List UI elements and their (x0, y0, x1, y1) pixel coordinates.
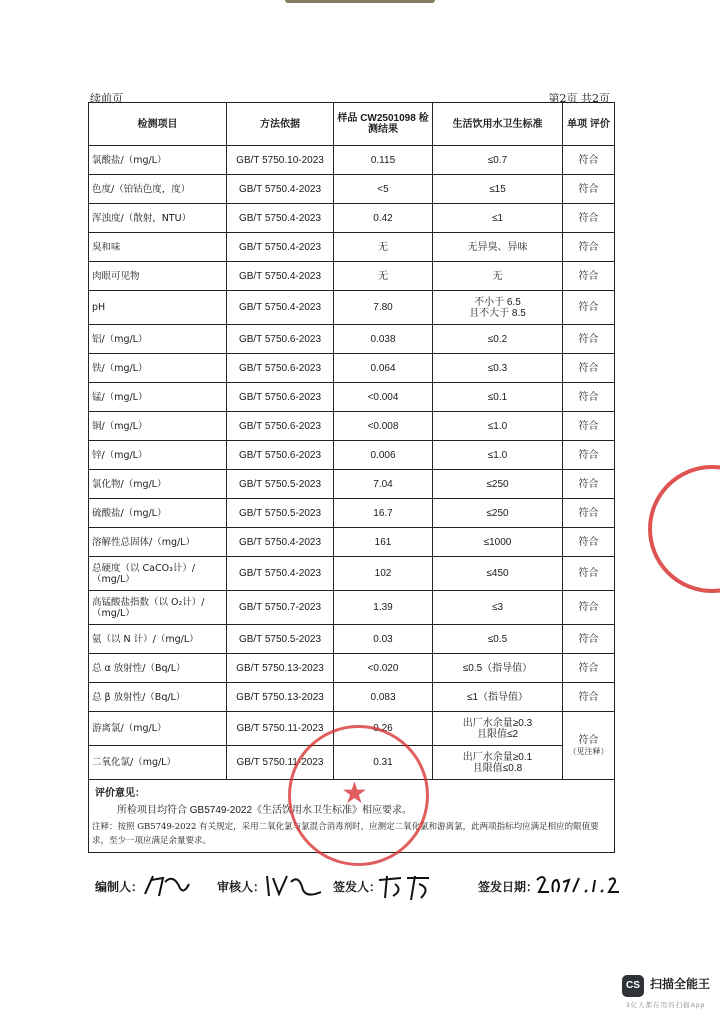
item-cell: 总 β 放射性/（Bq/L） (89, 683, 227, 712)
result-cell: 0.42 (334, 204, 433, 233)
method-cell: GB/T 5750.13-2023 (227, 654, 334, 683)
result-cell: 无 (334, 262, 433, 291)
table-row (89, 557, 615, 591)
eval-cell: 符合 (563, 204, 615, 233)
standard-cell (433, 354, 563, 383)
standard-line-1: ≤250 (486, 478, 509, 490)
reviewer-label: 审核人： (217, 880, 266, 894)
method-cell: GB/T 5750.4-2023 (227, 175, 334, 204)
standard-cell (433, 291, 563, 325)
standard-cell (433, 746, 563, 780)
continued-label: 续前页 (90, 92, 123, 105)
eval-cell: 符合 (563, 262, 615, 291)
standard-line-1: ≤1（指导值） (466, 691, 529, 703)
standard-line-1: 无异臭、异味 (467, 241, 528, 253)
item-cell: 锰/（mg/L） (89, 383, 227, 412)
issuer-signature (375, 872, 435, 907)
standard-line-1: ≤3 (491, 602, 504, 613)
standard-cell (433, 499, 563, 528)
table-row (89, 412, 615, 441)
result-cell: 16.7 (334, 499, 433, 528)
eval-cell: 符合 (563, 146, 615, 175)
eval-cell: 符合 (563, 233, 615, 262)
reviewer-signature (265, 872, 325, 905)
standard-line-1: ≤0.7 (487, 154, 508, 166)
table-row (89, 291, 615, 325)
edge-seal (648, 465, 720, 593)
standard-line-1: ≤0.2 (487, 333, 508, 345)
merged-eval-cell (563, 712, 615, 780)
col-header-standard: 生活饮用水卫生标准 (433, 103, 563, 146)
item-cell: 总 α 放射性/（Bq/L） (89, 654, 227, 683)
eval-cell: 符合 (563, 325, 615, 354)
table-row (89, 470, 615, 499)
method-cell: GB/T 5750.4-2023 (227, 528, 334, 557)
issue-date-label: 签发日期： (478, 880, 539, 894)
table-row (89, 683, 615, 712)
result-cell: 7.04 (334, 470, 433, 499)
page-number: 第2页 共2页 (548, 92, 610, 105)
standard-line-2: 且限值≤0.8 (472, 762, 523, 774)
issuer-label: 签发人： (333, 880, 382, 894)
col-header-result: 样品 CW2501098 检测结果 (334, 103, 433, 146)
result-cell: 7.80 (334, 291, 433, 325)
result-cell: 1.39 (334, 591, 433, 625)
standard-cell (433, 683, 563, 712)
eval-cell: 符合 (563, 557, 615, 591)
eval-cell: 符合 (563, 441, 615, 470)
col-header-eval: 单项 评价 (563, 103, 615, 146)
method-cell: GB/T 5750.13-2023 (227, 683, 334, 712)
standard-line-1: ≤0.3 (487, 362, 508, 374)
table-row (89, 528, 615, 557)
result-cell: <0.020 (334, 654, 433, 683)
method-cell: GB/T 5750.4-2023 (227, 262, 334, 291)
result-cell: 102 (334, 557, 433, 591)
standard-line-1: 出厂水余量≥0.1 (462, 751, 533, 763)
result-cell: 161 (334, 528, 433, 557)
method-cell: GB/T 5750.4-2023 (227, 204, 334, 233)
eval-cell: 符合 (563, 383, 615, 412)
eval-cell: 符合 (563, 470, 615, 499)
standard-cell (433, 412, 563, 441)
standard-line-1: ≤0.5（指导值） (462, 662, 533, 674)
item-cell: 臭和味 (89, 233, 227, 262)
item-cell: 锌/（mg/L） (89, 441, 227, 470)
method-cell: GB/T 5750.10-2023 (227, 146, 334, 175)
method-cell: GB/T 5750.5-2023 (227, 625, 334, 654)
standard-line-1: ≤250 (486, 507, 509, 519)
table-row (89, 499, 615, 528)
standard-cell (433, 712, 563, 746)
table-row (89, 175, 615, 204)
standard-line-1: ≤450 (486, 568, 509, 579)
col-header-method: 方法依据 (227, 103, 334, 146)
brand-subtitle: 3亿人都在用的扫描App (626, 1002, 706, 1009)
item-cell: 硫酸盐/（mg/L） (89, 499, 227, 528)
item-cell: 二氧化氯/（mg/L） (89, 746, 227, 780)
table-row (89, 262, 615, 291)
result-cell: <5 (334, 175, 433, 204)
method-cell: GB/T 5750.6-2023 (227, 325, 334, 354)
item-cell: 高锰酸盐指数（以 O₂计）/（mg/L） (89, 591, 227, 625)
standard-line-1: 出厂水余量≥0.3 (462, 717, 533, 729)
item-cell: 肉眼可见物 (89, 262, 227, 291)
merged-eval-note: （见注释） (568, 746, 609, 756)
eval-cell: 符合 (563, 591, 615, 625)
method-cell: GB/T 5750.4-2023 (227, 557, 334, 591)
result-cell: <0.008 (334, 412, 433, 441)
item-cell: 铁/（mg/L） (89, 354, 227, 383)
method-cell: GB/T 5750.6-2023 (227, 412, 334, 441)
result-cell: 0.31 (334, 746, 433, 780)
method-cell: GB/T 5750.6-2023 (227, 441, 334, 470)
evaluation-text: 所检项目均符合 GB5749-2022《生活饮用水卫生标准》相应要求。 (117, 805, 413, 816)
merged-eval: 符合 (578, 734, 599, 746)
item-cell: 氨（以 N 计）/（mg/L） (89, 625, 227, 654)
eval-cell: 符合 (563, 412, 615, 441)
method-cell: GB/T 5750.11-2023 (227, 746, 334, 780)
result-cell: 0.083 (334, 683, 433, 712)
standard-cell (433, 204, 563, 233)
item-cell: 氯化物/（mg/L） (89, 470, 227, 499)
eval-cell: 符合 (563, 291, 615, 325)
item-cell: pH (89, 291, 227, 325)
standard-line-1: ≤0.1 (487, 391, 508, 403)
table-row (89, 441, 615, 470)
footnote: 注释：按照 GB5749-2022 有关规定，采用二氧化氯与氯混合消毒剂时，应测定二氧化氯和游离氯，此两项指标均应满足相应的限值要求，至少一项应满足余量要求。 (92, 822, 599, 846)
standard-line-2: 且限值≤2 (476, 728, 519, 740)
item-cell: 浑浊度/（散射，NTU） (89, 204, 227, 233)
table-row (89, 146, 615, 175)
result-cell: 无 (334, 233, 433, 262)
standard-line-1: ≤1.0 (487, 449, 508, 461)
method-cell: GB/T 5750.5-2023 (227, 499, 334, 528)
result-cell: 0.038 (334, 325, 433, 354)
standard-cell (433, 654, 563, 683)
col-header-item: 检测项目 (89, 103, 227, 146)
item-cell: 色度/（铂钴色度，度） (89, 175, 227, 204)
standard-cell (433, 557, 563, 591)
method-cell: GB/T 5750.11-2023 (227, 712, 334, 746)
standard-cell (433, 625, 563, 654)
table-row (89, 625, 615, 654)
method-cell: GB/T 5750.6-2023 (227, 383, 334, 412)
result-cell: 0.26 (334, 712, 433, 746)
standard-cell (433, 591, 563, 625)
method-cell: GB/T 5750.7-2023 (227, 591, 334, 625)
standard-cell (433, 470, 563, 499)
standard-line-1: ≤0.5 (487, 633, 508, 645)
evaluation-label: 评价意见： (95, 788, 145, 799)
compiler-signature (143, 872, 193, 905)
result-cell: 0.006 (334, 441, 433, 470)
eval-cell: 符合 (563, 499, 615, 528)
method-cell: GB/T 5750.4-2023 (227, 233, 334, 262)
eval-cell: 符合 (563, 625, 615, 654)
standard-cell (433, 528, 563, 557)
item-cell: 氯酸盐/（mg/L） (89, 146, 227, 175)
item-cell: 铜/（mg/L） (89, 412, 227, 441)
item-cell: 游离氯/（mg/L） (89, 712, 227, 746)
result-cell: 0.115 (334, 146, 433, 175)
table-row (89, 591, 615, 625)
standard-line-1: 不小于 6.5 (474, 296, 521, 308)
standard-cell (433, 441, 563, 470)
standard-line-1: ≤1000 (483, 536, 512, 548)
table-header-row (89, 103, 615, 146)
cs-logo-icon: CS (622, 975, 644, 997)
standard-cell (433, 262, 563, 291)
top-edge-strip (285, 0, 435, 3)
item-cell: 铝/（mg/L） (89, 325, 227, 354)
standard-cell (433, 383, 563, 412)
eval-cell: 符合 (563, 528, 615, 557)
method-cell: GB/T 5750.4-2023 (227, 291, 334, 325)
item-cell: 总硬度（以 CaCO₃计）/（mg/L） (89, 557, 227, 591)
eval-cell: 符合 (563, 654, 615, 683)
table-row (89, 354, 615, 383)
result-cell: 0.03 (334, 625, 433, 654)
table-row (89, 325, 615, 354)
table-row (89, 233, 615, 262)
table-row (89, 654, 615, 683)
standard-line-1: 无 (492, 270, 503, 282)
compiler-label: 编制人： (95, 880, 144, 894)
table-row (89, 383, 615, 412)
standard-line-1: ≤1.0 (487, 420, 508, 432)
item-cell: 溶解性总固体/（mg/L） (89, 528, 227, 557)
method-cell: GB/T 5750.6-2023 (227, 354, 334, 383)
signature-row (95, 872, 625, 902)
table-row (89, 204, 615, 233)
standard-cell (433, 325, 563, 354)
eval-cell: 符合 (563, 683, 615, 712)
standard-line-1: ≤1 (491, 212, 504, 224)
standard-cell (433, 146, 563, 175)
result-cell: <0.004 (334, 383, 433, 412)
issue-date-signature (535, 872, 625, 903)
brand-name: 扫描全能王 (650, 977, 711, 991)
result-cell: 0.064 (334, 354, 433, 383)
method-cell: GB/T 5750.5-2023 (227, 470, 334, 499)
official-seal: ★ (288, 725, 429, 866)
eval-cell: 符合 (563, 354, 615, 383)
standard-cell (433, 175, 563, 204)
eval-cell: 符合 (563, 175, 615, 204)
standard-line-2: 且不大于 8.5 (469, 307, 526, 319)
standard-cell (433, 233, 563, 262)
standard-line-1: ≤15 (489, 183, 506, 195)
